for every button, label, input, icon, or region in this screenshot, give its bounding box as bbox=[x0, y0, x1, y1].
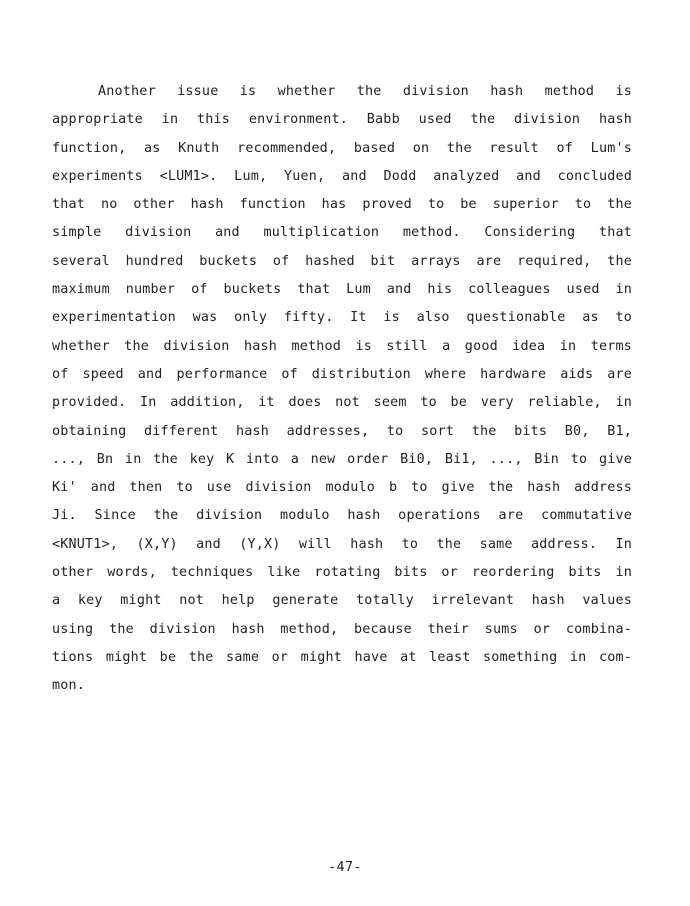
text-line: appropriate in this environment. Babb used the division hash bbox=[52, 112, 632, 128]
text-line: other words, techniques like rotating bits or reordering bits in bbox=[52, 565, 632, 581]
text-line: maximum number of buckets that Lum and his colleagues used in bbox=[52, 282, 632, 298]
text-line: <KNUT1>, (X,Y) and (Y,X) will hash to the same address. In bbox=[52, 536, 632, 552]
text-line: of speed and performance of distribution where hardware aids are bbox=[52, 366, 632, 382]
text-line: using the division hash method, because their sums or combina- bbox=[52, 621, 632, 637]
text-line: Another issue is whether the division hash method is bbox=[98, 84, 632, 99]
text-line: function, as Knuth recommended, based on the result of Lum's bbox=[52, 140, 632, 156]
text-line: that no other hash function has proved to be superior to the bbox=[52, 197, 632, 213]
text-line: tions might be the same or might have at least something in com- bbox=[52, 649, 632, 665]
body-paragraph bbox=[52, 78, 632, 701]
text-line: Ji. Since the division modulo hash operations are commutative bbox=[52, 508, 632, 524]
text-line: experiments <LUM1>. Lum, Yuen, and Dodd analyzed and concluded bbox=[52, 168, 632, 184]
text-line: experimentation was only fifty. It is also questionable as to bbox=[52, 310, 632, 326]
text-line: Ki' and then to use division modulo b to give the hash address bbox=[52, 480, 632, 496]
text-line: a key might not help generate totally irrelevant hash values bbox=[52, 593, 632, 609]
text-line: provided. In addition, it does not seem to be very reliable, in bbox=[52, 395, 632, 411]
page-number: -47- bbox=[328, 860, 362, 875]
text-line: obtaining different hash addresses, to sort the bits B0, B1, bbox=[52, 423, 632, 439]
text-line: simple division and multiplication method. Considering that bbox=[52, 225, 632, 241]
text-line: whether the division hash method is still a good idea in terms bbox=[52, 338, 632, 354]
text-line: several hundred buckets of hashed bit arrays are required, the bbox=[52, 253, 632, 269]
text-line: mon. bbox=[52, 678, 86, 694]
text-line: ..., Bn in the key K into a new order Bi0, Bi1, ..., Bin to give bbox=[52, 451, 632, 467]
